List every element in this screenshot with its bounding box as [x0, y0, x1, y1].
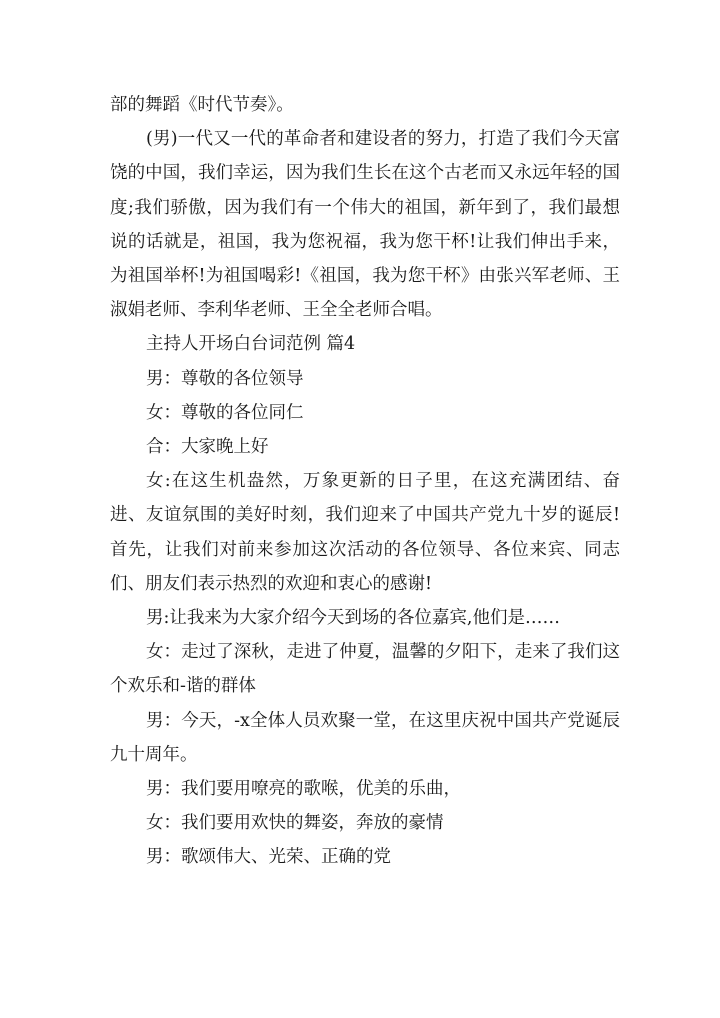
- paragraph-male-toast: (男)一代又一代的革命者和建设者的努力，打造了我们今天富饶的中国，我们幸运，因为我们生长在这个古老而又永远年轻的国度;我们骄傲，因为我们有一个伟大的祖国，新年到了，我们最想说的话就是，祖国，我为您祝福，我为您干杯!让我们伸出手来，为祖国举杯!为祖国喝彩!《祖国，我为您干杯》由张兴军老师、王淑娟老师、李利华老师、王全全老师合唱。: [110, 129, 620, 321]
- paragraph-male-greeting: 男：尊敬的各位领导: [146, 368, 304, 389]
- section-heading: 主持人开场白台词范例 篇4: [146, 334, 356, 355]
- paragraph-female-welcome: 女:在这生机盎然，万象更新的日子里，在这充满团结、奋进、友谊氛围的美好时刻，我们迎来了中国共产党九十岁的诞辰!首先，让我们对前来参加这次活动的各位领导、各位来宾、同志们、朋友们表示热烈的欢迎和衷心的感谢!: [110, 471, 620, 594]
- paragraph-male-praise: 男：歌颂伟大、光荣、正确的党: [146, 847, 391, 868]
- paragraph-male-introduce-guests: 男:让我来为大家介绍今天到场的各位嘉宾,他们是……: [146, 608, 560, 629]
- paragraph-male-song: 男：我们要用嘹亮的歌喉，优美的乐曲，: [146, 779, 461, 800]
- document-body: [110, 88, 620, 875]
- paragraph-dance-title: 部的舞蹈《时代节奏》。: [110, 95, 294, 115]
- paragraph-female-greeting: 女：尊敬的各位同仁: [146, 402, 304, 423]
- paragraph-female-autumn: 女：走过了深秋，走进了仲夏，温馨的夕阳下，走来了我们这个欢乐和-谐的群体: [110, 642, 620, 697]
- paragraph-male-today: 男：今天，-x全体人员欢聚一堂，在这里庆祝中国共产党诞辰九十周年。: [110, 710, 620, 765]
- paragraph-together-greeting: 合：大家晚上好: [146, 437, 269, 458]
- paragraph-female-dance: 女：我们要用欢快的舞姿，奔放的豪情: [146, 813, 444, 834]
